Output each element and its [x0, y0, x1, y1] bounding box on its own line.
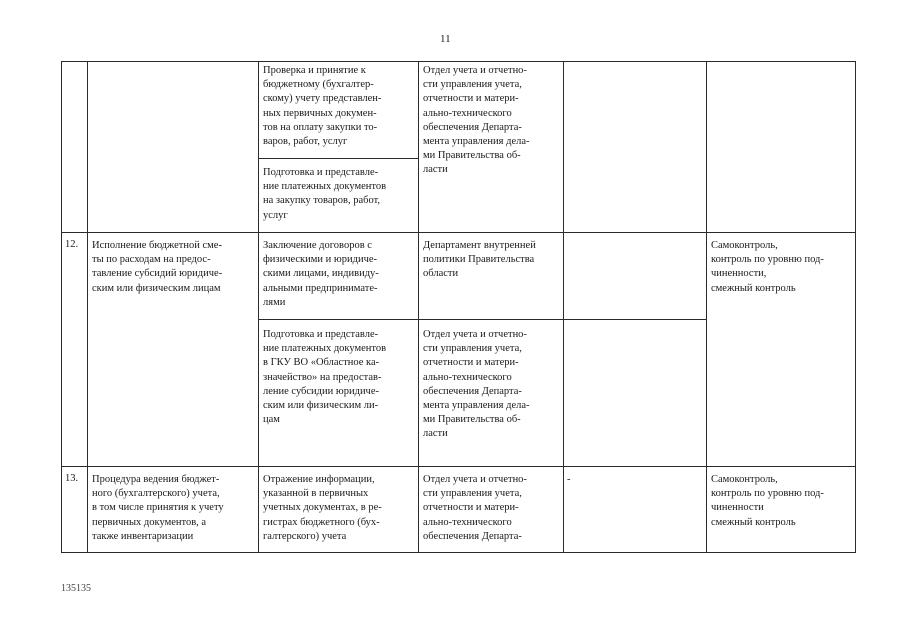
row-1-operation-2: Подготовка и представле- ние платежных документов на закупку товаров, работ, услуг — [263, 167, 387, 221]
row-12-number: 12. — [65, 239, 79, 250]
row-13-control: Самоконтроль, контроль по уровню под- чиненности смежный контроль — [711, 474, 824, 528]
document-code: 135135 — [61, 583, 91, 594]
row-1-operation-1: Проверка и принятие к бюджетному (бухгалтер- скому) учету представлен- ных первичных докумен- тов на оплату закупки то- варов, работ, услуг — [263, 65, 382, 148]
row-13-executor: Отдел учета и отчетно- сти управления учета, отчетности и матери- ально-технического обеспечения Департа- — [423, 474, 527, 542]
row-12-operation-1: Заключение договоров с физическими и юридиче- скими лицами, индивиду- альными предпринимате- лями — [263, 240, 379, 308]
row-12-control: Самоконтроль, контроль по уровню под- чиненности, смежный контроль — [711, 240, 824, 294]
row-1-executor: Отдел учета и отчетно- сти управления учета, отчетности и матери- ально-технического обеспечения Департа- мента управления дела- ми Правительства об- ласти — [423, 65, 530, 176]
row-13-col5: - — [567, 474, 571, 485]
row-12-executor-1: Департамент внутренней политики Правительства области — [423, 240, 536, 280]
row-12-process: Исполнение бюджетной сме- ты по расходам на предос- тавление субсидий юридиче- ским или физическим лицам — [92, 240, 223, 294]
row-12-executor-2: Отдел учета и отчетно- сти управления учета, отчетности и матери- ально-технического обеспечения Департа- мента управления дела- ми Правительства об- ласти — [423, 329, 530, 440]
page-number: 11 — [440, 33, 451, 45]
row-13-operation: Отражение информации, указанной в первичных учетных документах, в ре- гистрах бюджетного (бух- галтерского) учета — [263, 474, 382, 542]
row-12-operation-2: Подготовка и представле- ние платежных документов в ГКУ ВО «Областное ка- значейство» на предостав- ление субсидии юридиче- ским или физическим ли- цам — [263, 329, 387, 426]
row-13-process: Процедура ведения бюджет- ного (бухгалтерского) учета, в том числе принятия к учету первичных документов, а также инвентаризации — [92, 474, 224, 542]
row-13-number: 13. — [65, 473, 79, 484]
